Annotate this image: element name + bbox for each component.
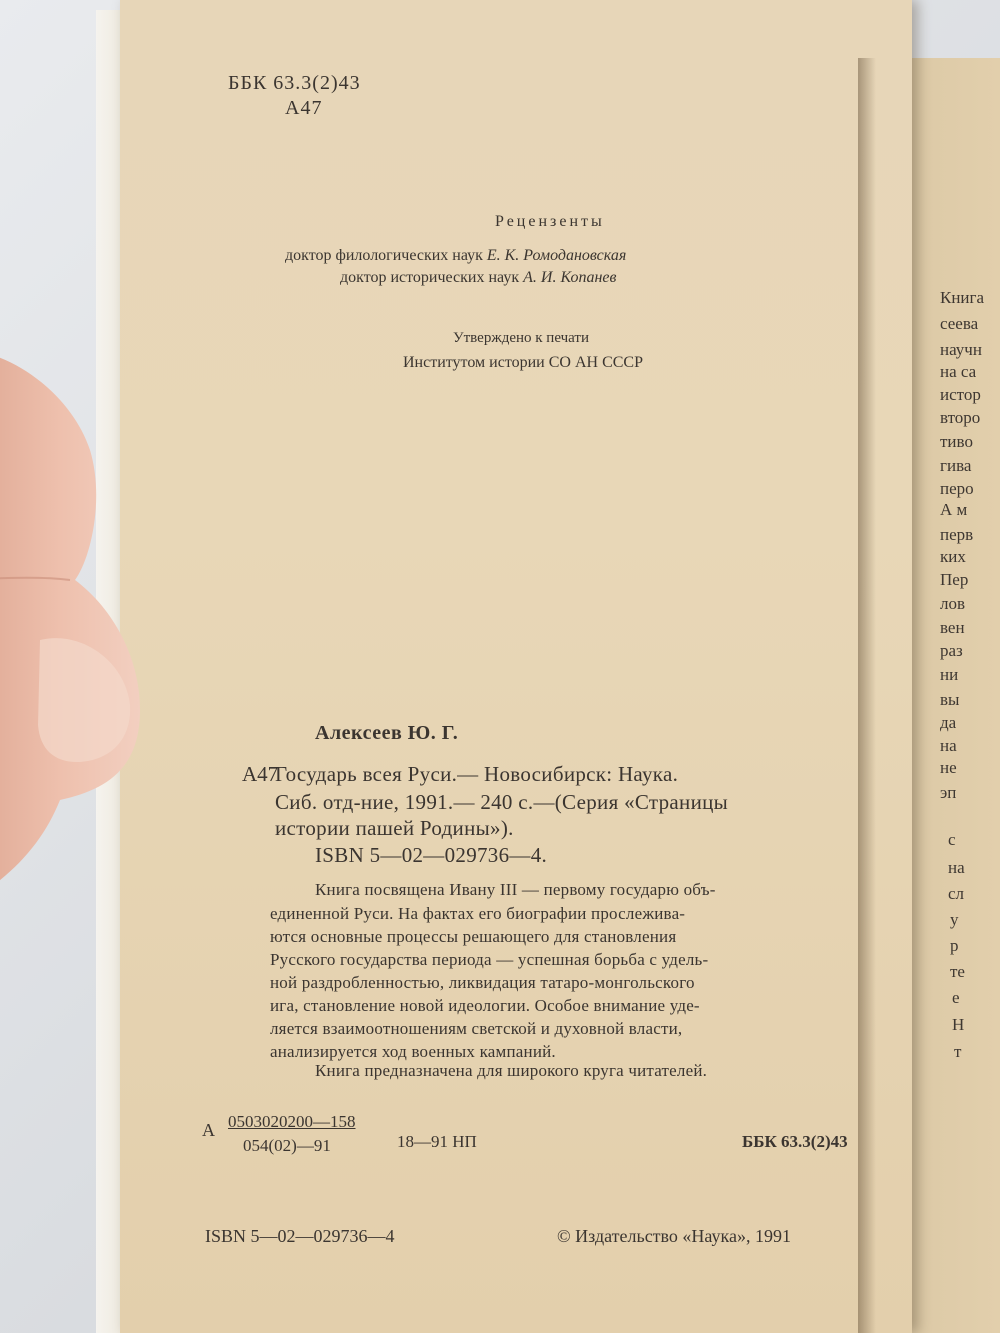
facing-page-line: р [950,936,959,955]
facing-page-line: сл [948,884,965,903]
holding-thumb [0,330,155,915]
imprint-index-letter: А [202,1120,215,1140]
facing-page-line: сеева [940,314,979,333]
imprint-fraction-denominator: 054(02)—91 [243,1136,331,1155]
facing-page-line: Пер [940,570,969,589]
author-mark: А47 [285,97,323,119]
approval-institution: Институтом истории СО АН СССР [403,354,643,371]
reviewers-heading: Рецензенты [495,213,605,230]
facing-page-line: у [950,910,959,929]
approval-line: Утверждено к печати [453,330,590,346]
reviewer-name: А. И. Копанев [523,269,617,286]
facing-page-line: т [954,1042,962,1061]
isbn-bottom: ISBN 5—02—029736—4 [205,1226,395,1246]
reviewer-title: доктор исторических наук [340,269,520,286]
abstract-line: единенной Руси. На фактах его биографии прослежива- [270,904,686,923]
facing-page-line: да [940,713,957,732]
facing-page-line: тиво [940,432,973,451]
facing-page-line: Книга [940,288,985,307]
facing-page-line: перо [940,479,974,498]
abstract-line: ются основные процессы решающего для становления [270,927,677,946]
facing-page-line: те [950,962,965,981]
copyright-notice: © Издательство «Наука», 1991 [557,1226,791,1246]
facing-page-line: А м [940,500,968,519]
facing-page-line: научн [940,340,982,359]
facing-page-line: лов [940,594,966,613]
abstract-line: ной раздробленностью, ликвидация татаро-монгольского [270,973,695,992]
bibliographic-line: истории пашей Родины»). [275,816,514,840]
abstract-line: ига, становление новой идеологии. Особое внимание уде- [270,996,700,1015]
abstract-line: Книга посвящена Ивану III — первому государю объ- [315,880,716,899]
bibliographic-line: Сиб. отд-ние, 1991.— 240 с.—(Серия «Страницы [275,790,729,814]
facing-page-line: на са [940,362,977,381]
bbk-classification-bottom: ББК 63.3(2)43 [742,1132,848,1151]
facing-page-line: на [948,858,965,877]
facing-page-line: перв [940,525,974,544]
reviewer-line [285,247,626,265]
imprint-fraction-numerator: 0503020200—158 [228,1112,356,1131]
facing-page-line: истор [940,385,981,404]
page-gutter-shadow [858,58,876,1333]
abstract-line: Русского государства периода — успешная борьба с удель- [270,950,709,969]
author-mark: А47 [242,762,279,786]
reviewer-line [340,269,616,287]
facing-page-line: ни [940,665,959,684]
facing-page-line: гива [940,456,972,475]
facing-page-line: Н [952,1015,965,1034]
facing-page-line: на [940,736,957,755]
facing-page-line: раз [940,641,963,660]
reviewer-name: Е. К. Ромодановская [486,247,627,264]
abstract-line: Книга предназначена для широкого круга читателей. [315,1061,708,1080]
facing-page-line: вы [940,690,960,709]
reviewer-title: доктор филологических наук [285,247,483,264]
facing-page-line: ких [940,547,966,566]
abstract-line: ляется взаимоотношениям светской и духовной власти, [270,1019,683,1038]
facing-page-line: эп [940,783,957,802]
isbn-line: ISBN 5—02—029736—4. [315,843,548,867]
bbk-classification: ББК 63.3(2)43 [228,72,361,94]
facing-page-line: е [952,988,960,1007]
facing-page-line: с [948,830,956,849]
abstract-line: анализируется ход военных кампаний. [270,1042,556,1061]
imprint-series-code: 18—91 НП [397,1132,477,1151]
facing-page-line: не [940,758,957,777]
facing-page-line: второ [940,408,981,427]
facing-page-line: вен [940,618,965,637]
bibliographic-line: Государь всея Руси.— Новосибирск: Наука. [275,762,679,786]
author-name: Алексеев Ю. Г. [315,722,459,744]
